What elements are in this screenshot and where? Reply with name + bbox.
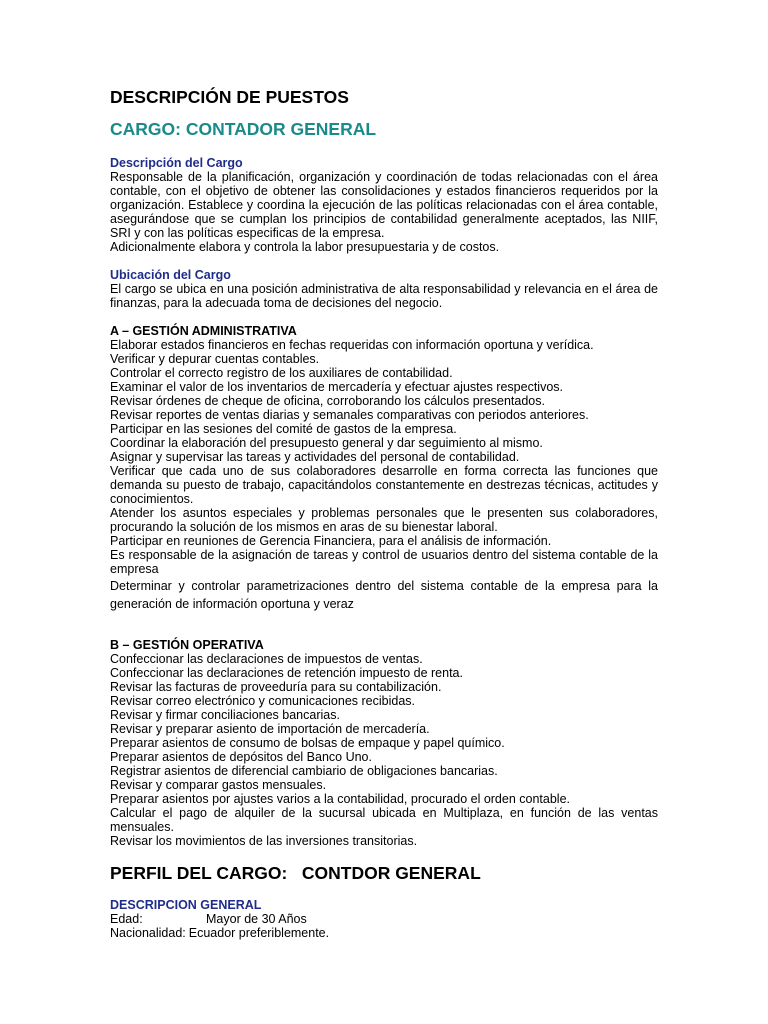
list-item: Revisar órdenes de cheque de oficina, corroborando los cálculos presentados. <box>110 394 545 408</box>
list-item: Registrar asientos de diferencial cambiario de obligaciones bancarias. <box>110 764 498 778</box>
task-list <box>110 652 658 848</box>
list-item: Verificar y depurar cuentas contables. <box>110 352 320 366</box>
section-heading: DESCRIPCION GENERAL <box>110 898 262 912</box>
list-item: Es responsable de la asignación de tareas y control de usuarios dentro del sistema contable de la empresa <box>110 548 658 576</box>
list-item: Revisar correo electrónico y comunicaciones recibidas. <box>110 694 415 708</box>
list-item: Controlar el correcto registro de los auxiliares de contabilidad. <box>110 366 453 380</box>
profile-key: Nacionalidad: <box>110 926 186 940</box>
section-descripcion-cargo <box>110 156 658 254</box>
list-item: Participar en las sesiones del comité de gastos de la empresa. <box>110 422 457 436</box>
profile-row <box>110 926 658 940</box>
list-item: Preparar asientos de consumo de bolsas de empaque y papel químico. <box>110 736 505 750</box>
list-item: Determinar y controlar parametrizaciones dentro del sistema contable de la empresa para la generación de información oportuna y veraz <box>110 579 658 611</box>
list-item: Preparar asientos de depósitos del Banco Uno. <box>110 750 372 764</box>
cargo-title: CARGO: CONTADOR GENERAL <box>110 119 377 139</box>
list-item: Preparar asientos por ajustes varios a la contabilidad, procurado el orden contable. <box>110 792 570 806</box>
list-item: Revisar los movimientos de las inversiones transitorias. <box>110 834 418 848</box>
section-heading: A – GESTIÓN ADMINISTRATIVA <box>110 324 297 338</box>
list-item: Examinar el valor de los inventarios de mercadería y efectuar ajustes respectivos. <box>110 380 563 394</box>
list-item: Atender los asuntos especiales y problemas personales que le presenten sus colaboradores, procurando la solución de los mismos en aras de su bienestar laboral. <box>110 506 658 534</box>
section-descripcion-general <box>110 898 658 940</box>
perfil-title: PERFIL DEL CARGO: CONTDOR GENERAL <box>110 863 481 883</box>
list-item: Verificar que cada uno de sus colaboradores desarrolle en forma correcta las funciones que demanda su puesto de trabajo, capacitándolos constantemente en destrezas técnicas, actitudes y conocimientos. <box>110 464 658 506</box>
paragraph: Adicionalmente elabora y controla la labor presupuestaria y de costos. <box>110 240 500 254</box>
profile-key: Edad: <box>110 912 143 926</box>
section-heading: Ubicación del Cargo <box>110 268 231 282</box>
profile-value: Mayor de 30 Años <box>206 912 307 926</box>
section-gestion-operativa <box>110 638 658 848</box>
profile-value: Ecuador preferiblemente. <box>188 926 330 940</box>
list-item: Revisar y firmar conciliaciones bancarias. <box>110 708 340 722</box>
list-item: Confeccionar las declaraciones de impuestos de ventas. <box>110 652 423 666</box>
section-gestion-administrativa <box>110 324 658 613</box>
doc-title: DESCRIPCIÓN DE PUESTOS <box>110 87 349 107</box>
paragraph: El cargo se ubica en una posición administrativa de alta responsabilidad y relevancia en el área de finanzas, para la adecuada toma de decisiones del negocio. <box>110 282 658 310</box>
list-item: Revisar las facturas de proveeduría para su contabilización. <box>110 680 442 694</box>
list-item: Elaborar estados financieros en fechas requeridas con información oportuna y verídica. <box>110 338 594 352</box>
list-item: Participar en reuniones de Gerencia Financiera, para el análisis de información. <box>110 534 552 548</box>
list-item: Confeccionar las declaraciones de retención impuesto de renta. <box>110 666 463 680</box>
document-page <box>110 86 658 940</box>
section-heading: Descripción del Cargo <box>110 156 243 170</box>
list-item: Revisar y preparar asiento de importación de mercadería. <box>110 722 430 736</box>
section-ubicacion-cargo <box>110 268 658 310</box>
paragraph: Responsable de la planificación, organización y coordinación de todas relacionadas con el área contable, con el objetivo de obtener las consolidaciones y estados financieros requeridos por la organización. Establece y coordina la ejecución de las políticas relacionadas con el área contable, asegurándose que se cumplan los principios de contabilidad generalmente aceptados, las NIIF, SRI y con las políticas especificas de la empresa. <box>110 170 658 240</box>
list-item: Calcular el pago de alquiler de la sucursal ubicada en Multiplaza, en función de las ventas mensuales. <box>110 806 658 834</box>
profile-row <box>110 912 658 926</box>
list-item: Revisar reportes de ventas diarias y semanales comparativas con periodos anteriores. <box>110 408 589 422</box>
list-item: Coordinar la elaboración del presupuesto general y dar seguimiento al mismo. <box>110 436 543 450</box>
list-item: Revisar y comparar gastos mensuales. <box>110 778 327 792</box>
section-heading: B – GESTIÓN OPERATIVA <box>110 638 264 652</box>
task-list <box>110 338 658 613</box>
list-item: Asignar y supervisar las tareas y actividades del personal de contabilidad. <box>110 450 520 464</box>
